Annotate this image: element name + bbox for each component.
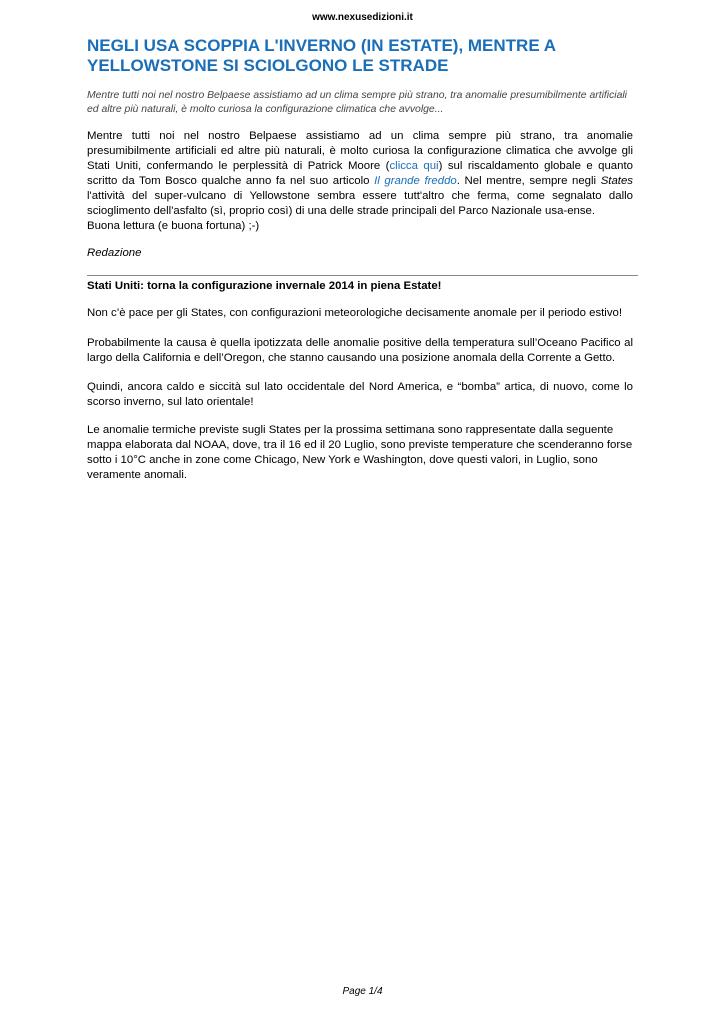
states-emphasis: States <box>600 175 633 187</box>
article-title: NEGLI USA SCOPPIA L'INVERNO (IN ESTATE), MENTRE A YELLOWSTONE SI SCIOLGONO LE STRADE <box>87 36 556 75</box>
byline: Redazione <box>87 247 142 259</box>
paragraph-2: Probabilmente la causa è quella ipotizzata delle anomalie positive della temperatura sull’Oceano Pacifico al largo della California e dell’Oregon, che stanno causando una posizione anomala della Corrente a Getto. <box>87 337 633 364</box>
clicca-qui-link[interactable]: clicca qui <box>389 160 439 172</box>
article-body <box>87 129 633 234</box>
body-text-5: Buona lettura (e buona fortuna) ;-) <box>87 220 260 232</box>
section-heading: Stati Uniti: torna la configurazione invernale 2014 in piena Estate! <box>87 280 442 292</box>
site-url: www.nexusedizioni.it <box>312 12 413 23</box>
paragraph-4: Le anomalie termiche previste sugli States per la prossima settimana sono rappresentate dalla seguente mappa elaborata dal NOAA, dove, tra il 16 ed il 20 Luglio, sono previste temperature che scenderanno forse sotto i 10°C anche in zone come Chicago, New York e Washington, dove questi valori, in Luglio, sono veramente anomali. <box>87 424 633 481</box>
paragraph-1: Non c’è pace per gli States, con configurazioni meteorologiche decisamente anomale per il periodo estivo! <box>87 307 623 319</box>
page-number: Page 1/4 <box>342 986 383 997</box>
il-grande-freddo-link[interactable]: Il grande freddo <box>374 175 457 187</box>
paragraph-3: Quindi, ancora caldo e siccità sul lato occidentale del Nord America, e “bomba” artica, di nuovo, come lo scorso inverno, sul lato orientale! <box>87 381 633 408</box>
body-text-2: ) sul riscaldamento globale e quanto scritto da Tom Bosco qualche anno fa nel suo articolo <box>87 160 633 187</box>
body-text-4: l'attività del super-vulcano di Yellowstone sembra essere tutt'altro che ferma, come segnalato dallo scioglimento dell'asfalto (sì, proprio così) di una delle strade principali del Parco Nazionale usa-ense. <box>87 190 633 217</box>
article-intro: Mentre tutti noi nel nostro Belpaese assistiamo ad un clima sempre più strano, tra anomalie presumibilmente artificiali ed altre più naturali, è molto curiosa la configurazione climatica che avvolge... <box>87 90 627 115</box>
body-text-3: . Nel mentre, sempre negli <box>456 175 601 187</box>
section-divider <box>87 275 638 276</box>
body-text-1: Mentre tutti noi nel nostro Belpaese assistiamo ad un clima sempre più strano, tra anomalie presumibilmente artificiali ed altre più naturali, è molto curiosa la configurazione climatica che avvolge gli Stati Uniti, confermando le perplessità di Patrick Moore ( <box>87 130 633 172</box>
